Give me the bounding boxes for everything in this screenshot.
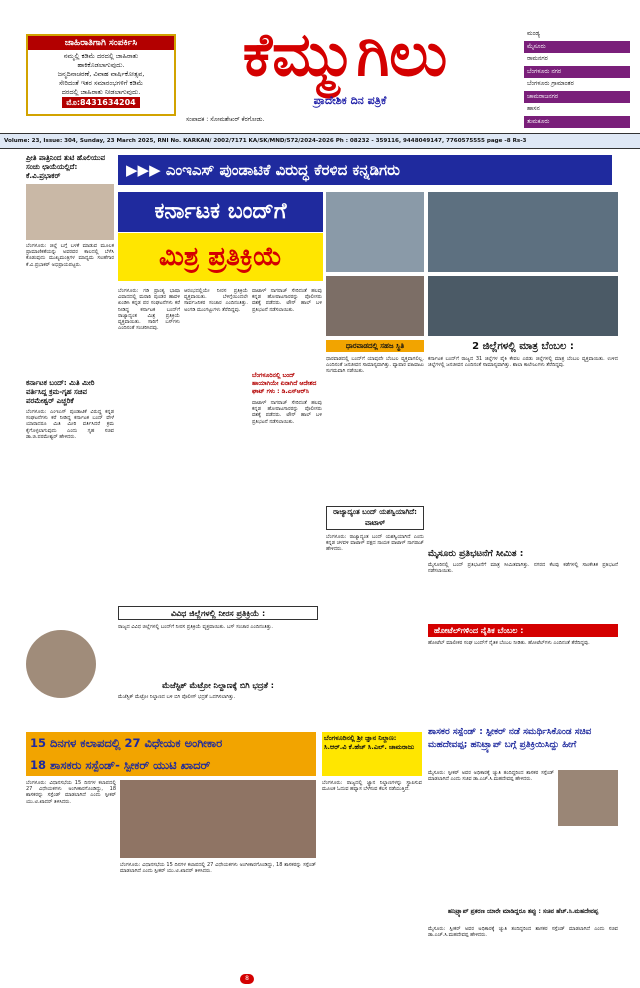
bills-body-col-1: ಬೆಂಗಳೂರು: ವಿಧಾನಸಭೆಯ 15 ದಿನಗಳ ಕಲಾಪದಲ್ಲಿ 27 ವಿಧೇಯಕಗಳು ಅಂಗೀಕಾರಗೊಂಡಿದ್ದು, 18 ಶಾಸಕರನ್ನು ಸಸ್ಪೆಂಡ್ ಮಾಡಲಾಗಿದೆ ಎಂದು ಸ್ಪೀಕರ್ ಯು.ಟಿ.ಖಾದರ್ ತಿಳಿಸಿದರು. (26, 780, 116, 805)
ad-line: ಹಾಕಿಕೊಡಲಾಗುವುದು. (77, 61, 125, 69)
issue-info-bar: Volume: 23, Issue: 304, Sunday, 23 March 2025, RNI No. KARKAN/ 2002/7171 KA/SK/MND/572/2024-2026 Ph : 08232 - 359116, 9448049147, 7760575555 page -8 Rs-3 (0, 133, 640, 149)
main-story-col-2: ಆರಂಭದಲ್ಲಿಯೇ ನೀರಸ ಪ್ರತಿಕ್ರಿಯೆ ವ್ಯಕ್ತವಾಯಿತು. ಬೆಳಿಗ್ಗೆಯಿಂದಲೇ ಸಾರ್ವಜನಿಕರ ಸಂಚಾರ ಎಂದಿನಂತಿತ್ತು. ಅಂಗಡಿ ಮುಂಗಟ್ಟುಗಳು ತೆರೆದಿದ್ದವು. (184, 288, 248, 313)
main-kicker: ಕರ್ನಾಟಕ ಬಂದ್‌ಗೆ (118, 192, 323, 232)
vatal-body: ಬೆಂಗಳೂರು: ರಾಜ್ಯಾದ್ಯಂತ ಬಂದ್ ಯಶಸ್ವಿಯಾಗಿದೆ ಎಂದು ಕನ್ನಡ ಚಳವಳಿ ವಾಟಾಳ್ ಪಕ್ಷದ ನಾಯಕ ವಾಟಾಳ್ ನಾಗರಾಜ್ ಹೇಳಿದರು. (326, 534, 424, 553)
bills-body-col-2: ಬೆಂಗಳೂರು: ವಿಧಾನಸಭೆಯ 15 ದಿನಗಳ ಕಲಾಪದಲ್ಲಿ 27 ವಿಧೇಯಕಗಳು ಅಂಗೀಕಾರಗೊಂಡಿದ್ದು, 18 ಶಾಸಕರನ್ನು ಸಸ್ಪೆಂಡ್ ಮಾಡಲಾಗಿದೆ ಎಂದು ಸ್ಪೀಕರ್ ಯು.ಟಿ.ಖಾದರ್ ತಿಳಿಸಿದರು. (120, 862, 316, 875)
city-item: ರಾಮನಗರ (527, 55, 548, 62)
city-item: ತುಮಕೂರು (524, 116, 630, 129)
main-story-col-3b: ವಾಟಾಳ್ ನಾಗರಾಜ್ ಸೇರಿದಂತೆ ಹಲವು ಕನ್ನಡ ಹೋರಾಟಗಾರರನ್ನು ಪೊಲೀಸರು ವಶಕ್ಕೆ ಪಡೆದರು. ಟೌನ್ ಹಾಲ್ ಬಳಿ ಪ್ರತಿಭಟನೆ ನಡೆಸಲಾಯಿತು. (252, 400, 322, 425)
left-body-2: ಬೆಂಗಳೂರು: ಎಂಇಎಸ್ ಪುಂಡಾಟಿಕೆ ವಿರುದ್ಧ ಕನ್ನಡ ಸಂಘಟನೆಗಳು ಕರೆ ನೀಡಿದ್ದ ಕರ್ನಾಟಕ ಬಂದ್ ವೇಳೆ ಯಾರಾದರೂ ಮಿತಿ ಮೀರಿ ವರ್ತಿಸಿದರೆ ಕ್ರಮ ಕೈಗೊಳ್ಳಲಾಗುವುದು ಎಂದು ಗೃಹ ಸಚಿವ ಡಾ.ಜಿ.ಪರಮೇಶ್ವರ್ ಹೇಳಿದರು. (26, 409, 114, 440)
dharwad-body: ಧಾರವಾಡದಲ್ಲಿ ಬಂದ್‌ಗೆ ಯಾವುದೇ ಬೆಂಬಲ ವ್ಯಕ್ತವಾಗಲಿಲ್ಲ. ಎಂದಿನಂತೆ ಜನಜೀವನ ಸಾಮಾನ್ಯವಾಗಿತ್ತು. ವ್ಯಾಪಾರ ವಹಿವಾಟು ಸುಗಮವಾಗಿ ನಡೆಯಿತು. (326, 356, 424, 375)
suspend-subhead: ಹನಿಟ್ರ್ಯಾಪ್ ಪ್ರಕರಣ ಯಾರೇ ಮಾಡಿದ್ದರೂ ತಪ್ಪು : ಸಚಿವ ಹೆಚ್.ಸಿ.ಮಹದೇವಪ್ಪ (447, 908, 599, 915)
city-item: ಮಂಡ್ಯ (527, 30, 541, 37)
hotel-headline: ಹೋಟೆಲ್‌ಗಳಿಂದ ನೈತಿಕ ಬೆಂಬಲ : (428, 624, 618, 637)
newspaper-subtitle: ಪ್ರಾದೇಶಿಕ ದಿನ ಪತ್ರಿಕೆ (313, 94, 387, 107)
speaker-photo (120, 780, 316, 858)
various-body: ರಾಜ್ಯದ ವಿವಿಧ ಜಿಲ್ಲೆಗಳಲ್ಲಿ ಬಂದ್‌ಗೆ ನೀರಸ ಪ್ರತಿಕ್ರಿಯೆ ವ್ಯಕ್ತವಾಯಿತು. ಬಸ್ ಸಂಚಾರ ಎಂದಿನಂತಿತ್ತು. (118, 624, 273, 630)
dharwad-caption: ಧಾರವಾಡದಲ್ಲಿ ಸಹಜ ಸ್ಥಿತಿ (326, 340, 424, 352)
left-body: ಬೆಂಗಳೂರು: ಜಿಲ್ಲೆ ಬಗ್ಗೆ ಬಳಕೆ ಮಾಡುವ ಮೂಲಕ ಪ್ರಾಮಾಣಿಕತೆಯನ್ನು ಅವರವರ ಕಾಲದಲ್ಲಿ ಬೆಳೆಸಿ ಕೊಡುವುದು ಮುಖ್ಯಮಂತ್ರಿಗಳ ಮಾಧ್ಯಮ ಸಲಹೆಗಾರ ಕೆ.ವಿ.ಪ್ರಭಾಕರ್ ಅಭಿಪ್ರಾಯಪಟ್ಟರು. (26, 243, 114, 268)
vatal-headline: ರಾಜ್ಯಾದ್ಯಂತ ಬಂದ್ ಯಶಸ್ವಿಯಾಗಿದೆ: ವಾಟಾಳ್ (326, 506, 424, 530)
mysuru-body: ಮೈಸೂರಿನಲ್ಲಿ ಬಂದ್ ಪ್ರತಿಭಟನೆಗೆ ಮಾತ್ರ ಸೀಮಿತವಾಗಿತ್ತು. ನಗರದ ಕೆಲವು ಕಡೆಗಳಲ್ಲಿ ಸಾಂಕೇತಿಕ ಪ್ರತಿಭಟನೆ ನಡೆಸಲಾಯಿತು. (428, 562, 618, 575)
mysuru-headline: ಮೈಸೂರು ಪ್ರತಿಭಟನೆಗೆ ಸೀಮಿತ : (428, 549, 524, 559)
two-districts-body: ಕರ್ನಾಟಕ ಬಂದ್‌ಗೆ ರಾಜ್ಯದ 31 ಜಿಲ್ಲೆಗಳ ಪೈಕಿ ಕೇವಲ ಎರಡು ಜಿಲ್ಲೆಗಳಲ್ಲಿ ಮಾತ್ರ ಬೆಂಬಲ ವ್ಯಕ್ತವಾಯಿತು. ಉಳಿದ ಜಿಲ್ಲೆಗಳಲ್ಲಿ ಜನಜೀವನ ಎಂದಿನಂತೆ ಸಾಮಾನ್ಯವಾಗಿತ್ತು. ಶಾಲಾ ಕಾಲೇಜುಗಳು ತೆರೆದಿದ್ದವು. (428, 356, 618, 369)
advertisement-box (26, 34, 176, 116)
gnana-body: ಬೆಂಗಳೂರು: ರಾಜ್ಯದಲ್ಲಿ ಜ್ಞಾನ ನಿಲ್ದಾಣಗಳನ್ನು ಸ್ಥಾಪಿಸುವ ಮೂಲಕ ಓದುವ ಹವ್ಯಾಸ ಬೆಳೆಸುವ ಕೆಲಸ ನಡೆಯುತ್ತಿದೆ. (322, 780, 422, 793)
editor-line: ಸಂಪಾದಕ : ಸೋಮಶೇಖರ್ ಕೆರಗೋಡು. (186, 116, 265, 123)
newspaper-title: ಕೆಮ್ಮುಗಿಲು (242, 20, 448, 90)
main-headline: ಮಿಶ್ರ ಪ್ರತಿಕ್ರಿಯೆ (118, 233, 323, 281)
city-item: ಹಾಸನ (527, 105, 540, 112)
city-item: ಚಾಮರಾಜನಗರ (524, 91, 630, 104)
ad-heading: ಜಾಹಿರಾತಿಗಾಗಿ ಸಂಪರ್ಕಿಸಿ (28, 36, 174, 50)
mahadevappa-photo (558, 770, 618, 826)
main-story-col-1: ಬೆಂಗಳೂರು: ಗಡಿ ಪ್ರಾಂತ್ಯ ಭಾಷಾ ವಿವಾದದಲ್ಲಿ ಮರಾಠಿ ಪುಂಡರ ಹಾವಳಿ ಖಂಡಿಸಿ ಕನ್ನಡ ಪರ ಸಂಘಟನೆಗಳು ಕರೆ ನೀಡಿದ್ದ ಕರ್ನಾಟಕ ಬಂದ್‌ಗೆ ರಾಜ್ಯಾದ್ಯಂತ ಮಿಶ್ರ ಪ್ರತಿಕ್ರಿಯೆ ವ್ಯಕ್ತವಾಯಿತು. ಸಾರಿಗೆ ಬಸ್‌ಗಳು ಎಂದಿನಂತೆ ಸಂಚರಿಸಿದವು. (118, 288, 180, 332)
top-banner: ▶▶▶ ಎಂಇಎಸ್ ಪುಂಡಾಟಿಕೆ ವಿರುದ್ಧ ಕೆರಳಿದ ಕನ್ನಡಿಗರು (118, 155, 612, 185)
hotel-body: ಹೋಟೆಲ್ ಮಾಲೀಕರ ಸಂಘ ಬಂದ್‌ಗೆ ನೈತಿಕ ಬೆಂಬಲ ನೀಡಿತು. ಹೋಟೆಲ್‌ಗಳು ಎಂದಿನಂತೆ ತೆರೆದಿದ್ದವು. (428, 640, 590, 646)
gnana-headline: ಬೆಂಗಳೂರಿನಲ್ಲಿ ಶ್ರೀ ಜ್ಞಾನ ನಿಲ್ದಾಣ: ಸಿ.ಆರ್.ವಿ ಕೆ.ಹೆಚ್ ಸಿ.ಎಲ್. ಚಾಮರಾಜು (322, 732, 422, 776)
city-item: ಮೈಸೂರು (524, 41, 630, 54)
ad-phone: ಮೊ:8431634204 (62, 97, 139, 108)
metro-headline: ಮೆಜೆಸ್ಟಿಕ್ ಮೆಟ್ರೋ ನಿಲ್ದಾಣಕ್ಕೆ ಬಿಗಿ ಭದ್ರತೆ : (162, 681, 274, 690)
left-headline: ಪ್ರೀತಿ ಪಾತ್ರಿನಿಂದ ತುಟಿ ಹೊಲಿಯುವ ಸಂಚು ಛಾಯೆಯಲ್ಲಿದೆ: ಕೆ.ವಿ.ಪ್ರಭಾಕರ್ (26, 154, 106, 180)
bills-headline-line-1: 15 ದಿನಗಳ ಕಲಾಪದಲ್ಲಿ 27 ವಿಧೇಯಕ ಅಂಗೀಕಾರ (30, 736, 223, 750)
city-item: ಬೆಂಗಳೂರು ನಗರ (524, 66, 630, 79)
main-subhead: ಬೆಂಗಳೂರಿನಲ್ಲಿ ಬಂದ್ ಹಾಯಾಗಿಯೇ ಏನಾಗಿದೆ ಆದೇಶದ ಘಾಟ್ ಗಳು : ಡಿ.ಎಸ್‌ಆರ್‌ಸಿ (252, 372, 317, 395)
suspend-body-2: ಮೈಸೂರು: ಸ್ಪೀಕರ್ ಅವರ ಅಧಿಕಾರಕ್ಕೆ ಚ್ಯುತಿ ತಂದಿದ್ದರಿಂದ ಶಾಸಕರ ಸಸ್ಪೆಂಡ್ ಮಾಡಲಾಗಿದೆ ಎಂದು ಸಚಿವ ಡಾ.ಎಚ್.ಸಿ.ಮಹದೇವಪ್ಪ ಹೇಳಿದರು. (428, 926, 618, 939)
left-column (26, 154, 114, 659)
ad-body (28, 50, 174, 110)
city-item: ಬೆಂಗಳೂರು ಗ್ರಾಮಾಂತರ (527, 80, 574, 87)
metro-body: ಮೆಜೆಸ್ಟಿಕ್ ಮೆಟ್ರೋ ನಿಲ್ದಾಣದ ಬಳಿ ಬಿಗಿ ಪೊಲೀಸ್ ಭದ್ರತೆ ಒದಗಿಸಲಾಗಿತ್ತು. (118, 694, 236, 700)
bills-headline-line-2: 18 ಶಾಸಕರು ಸಸ್ಪೆಂಡ್- ಸ್ಪೀಕರ್ ಯುಟಿ ಖಾದರ್ (30, 758, 211, 772)
minister-photo (26, 630, 96, 698)
ad-line: ನಮ್ಮಲ್ಲಿ ಕಡಿಮೆ ದರದಲ್ಲಿ ಜಾಹಿರಾತು (63, 52, 139, 60)
suspend-headline: ಶಾಸಕರ ಸಸ್ಪೆಂಡ್ : ಸ್ಪೀಕರ್ ನಡೆ ಸಮರ್ಥಿಸಿಕೊಂಡ ಸಚಿವ ಮಹದೇವಪ್ಪ; ಹನಿಟ್ರ್ಯಾಪ್ ಬಗ್ಗೆ ಪ್ರತಿಕ್ರಿಯಿಸಿದ್ದು ಹೀಗೆ (428, 727, 592, 750)
ad-line: ಸೇರಿದಂತೆ ಇತರ ಸಮಾರಂಭಗಳಿಗೆ ಕಡಿಮೆ (58, 79, 144, 87)
two-districts-headline: 2 ಜಿಲ್ಲೆಗಳಲ್ಲಿ ಮಾತ್ರ ಬೆಂಬಲ : (472, 341, 574, 352)
city-list (524, 28, 630, 128)
ad-line: ಜನ್ಮದಿನಾಚರಣೆ, ವಿವಾಹ ವಾರ್ಷಿಕೋತ್ಸವ, (57, 70, 145, 78)
page-marker: 8 (240, 974, 254, 984)
police-photo (326, 276, 424, 336)
ad-line: ದರದಲ್ಲಿ ಜಾಹಿರಾತು ನೀಡಲಾಗುವುದು. (61, 88, 141, 96)
bus-photo (428, 192, 618, 272)
portrait-photo (26, 184, 114, 240)
bills-headline (26, 732, 316, 776)
left-headline-2: ಕರ್ನಾಟಕ ಬಂದ್: ಮಿತಿ ಮೀರಿ ವರ್ತಿಸಿದ್ದ ಕ್ರಮ-ಗೃಹ ಸಚಿವ ಪರಮೇಶ್ವರ್ ಎಚ್ಚರಿಕೆ (26, 379, 95, 405)
protest-photo (326, 192, 424, 272)
main-story-col-3: ವಾಟಾಳ್ ನಾಗರಾಜ್ ಸೇರಿದಂತೆ ಹಲವು ಕನ್ನಡ ಹೋರಾಟಗಾರರನ್ನು ಪೊಲೀಸರು ವಶಕ್ಕೆ ಪಡೆದರು. ಟೌನ್ ಹಾಲ್ ಬಳಿ ಪ್ರತಿಭಟನೆ ನಡೆಸಲಾಯಿತು. (252, 288, 322, 313)
various-headline: ವಿವಿಧ ಜಿಲ್ಲೆಗಳಲ್ಲಿ ನೀರಸ ಪ್ರತಿಕ್ರಿಯೆ : (118, 606, 318, 620)
leader-photo (428, 276, 618, 336)
suspend-body: ಮೈಸೂರು: ಸ್ಪೀಕರ್ ಅವರ ಅಧಿಕಾರಕ್ಕೆ ಚ್ಯುತಿ ತಂದಿದ್ದರಿಂದ ಶಾಸಕರ ಸಸ್ಪೆಂಡ್ ಮಾಡಲಾಗಿದೆ ಎಂದು ಸಚಿವ ಡಾ.ಎಚ್.ಸಿ.ಮಹದೇವಪ್ಪ ಹೇಳಿದರು. (428, 770, 554, 783)
